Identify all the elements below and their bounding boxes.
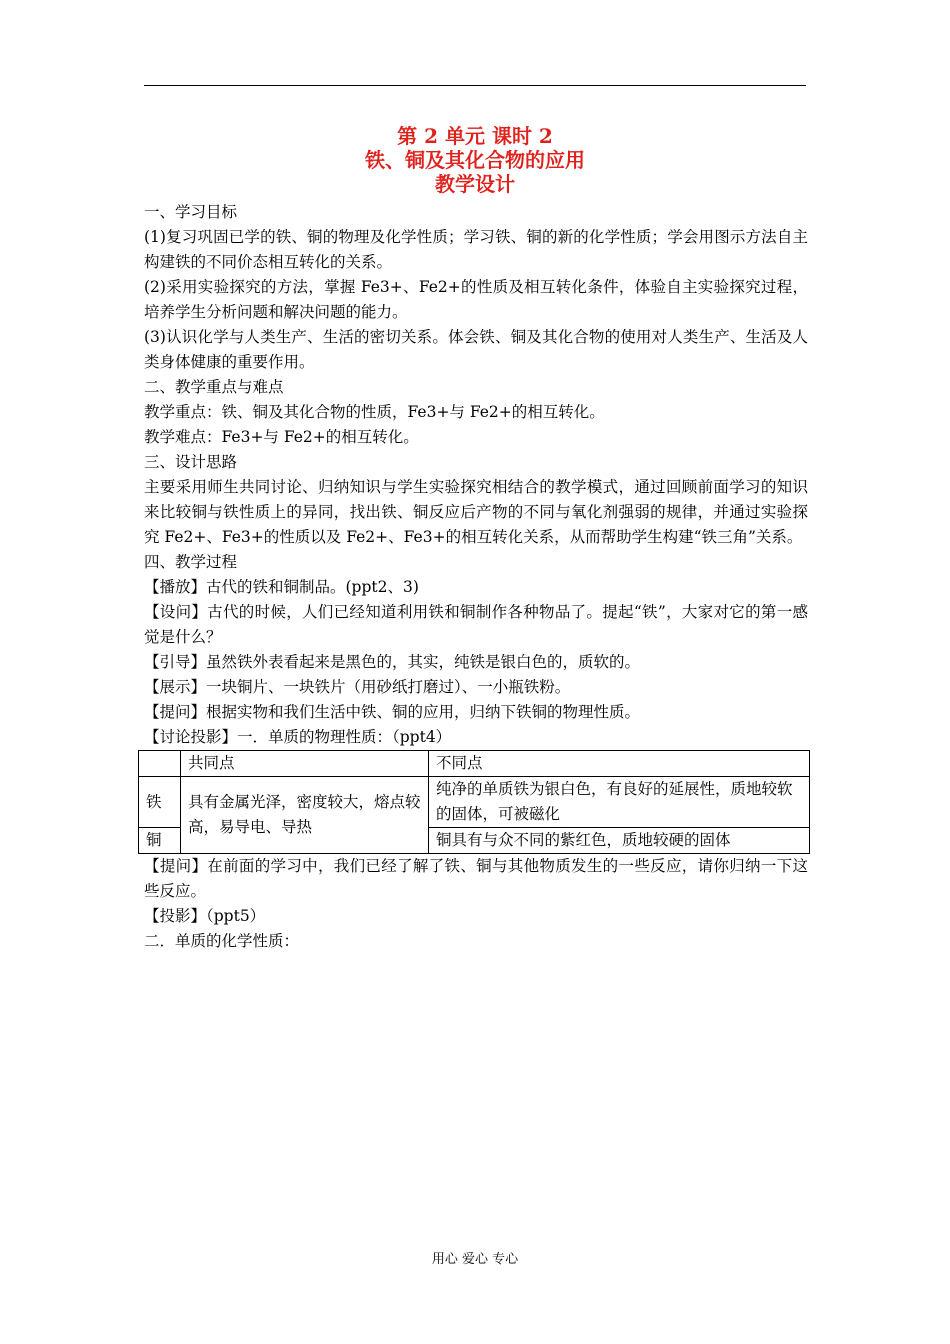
document-title [144,124,806,196]
physical-properties-table [138,750,810,854]
page-footer: 用心 爱心 专心 [431,1252,519,1267]
paragraph: (2)采用实验探究的方法，掌握 Fe3+、Fe2+的性质及相互转化条件，体验自主实验探究过程，培养学生分析问题和解决问题的能力。 [144,278,808,321]
paragraph: 教学难点：Fe3+与 Fe2+的相互转化。 [144,428,419,446]
table-header-row [139,751,810,777]
title-line-3: 教学设计 [435,172,515,196]
section-heading-design: 三、设计思路 [144,453,238,471]
paragraph: 教学重点：铁、铜及其化合物的性质，Fe3+与 Fe2+的相互转化。 [144,403,605,421]
section-heading-chemical: 二．单质的化学性质： [144,932,300,950]
paragraph: (3)认识化学与人类生产、生活的密切关系。体会铁、铜及其化合物的使用对人类生产、生活及人类身体健康的重要作用。 [144,328,808,371]
paragraph: (1)复习巩固已学的铁、铜的物理及化学性质；学习铁、铜的新的化学性质；学会用图示方法自主构建铁的不同价态相互转化的关系。 [144,228,808,271]
paragraph: 【提问】在前面的学习中，我们已经了解了铁、铜与其他物质发生的一些反应，请你归纳一下这些反应。 [144,857,808,900]
title-line-2: 铁、铜及其化合物的应用 [365,148,585,172]
paragraph: 【播放】古代的铁和铜制品。(ppt2、3) [144,578,419,596]
title-line-1: 第 2 单元 课时 2 [397,124,553,148]
section-heading-objectives: 一、学习目标 [144,203,238,221]
copper-diff-cell: 铜具有与众不同的紫红色，质地较硬的固体 [429,828,810,854]
paragraph: 主要采用师生共同讨论、归纳知识与学生实验探究相结合的教学模式，通过回顾前面学习的知识来比较铜与铁性质上的异同，找出铁、铜反应后产物的不同与氧化剂强弱的规律，并通过实验探究 Fe2+、Fe3+的性质以及 Fe2+、Fe3+的相互转化关系，从而帮助学生构建“铁三角”关系。 [144,478,808,546]
paragraph: 【设问】古代的时候，人们已经知道利用铁和铜制作各种物品了。提起“铁”，大家对它的第一感觉是什么？ [144,603,808,646]
section-heading-process: 四、教学过程 [144,553,238,571]
common-properties-cell: 具有金属光泽，密度较大，熔点较高，易导电、导热 [181,777,429,854]
paragraph: 【讨论投影】一．单质的物理性质：（ppt4） [144,728,452,746]
table-header-diff: 不同点 [429,751,810,777]
section-heading-key-points: 二、教学重点与难点 [144,378,284,396]
paragraph: 【引导】虽然铁外表看起来是黑色的，其实，纯铁是银白色的，质软的。 [144,653,641,671]
row-label-iron: 铁 [139,777,181,828]
table-row-iron [139,777,810,828]
paragraph: 【投影】（ppt5） [144,907,266,925]
paragraph: 【展示】一块铜片、一块铁片（用砂纸打磨过）、一小瓶铁粉。 [144,678,571,696]
iron-diff-cell: 纯净的单质铁为银白色，有良好的延展性，质地较软的固体，可被磁化 [429,777,810,828]
table-header-common: 共同点 [181,751,429,777]
paragraph: 【提问】根据实物和我们生活中铁、铜的应用，归纳下铁铜的物理性质。 [144,703,641,721]
row-label-copper: 铜 [139,828,181,854]
table-header-blank [139,751,181,777]
document-body [144,200,808,954]
header-rule [144,85,806,86]
